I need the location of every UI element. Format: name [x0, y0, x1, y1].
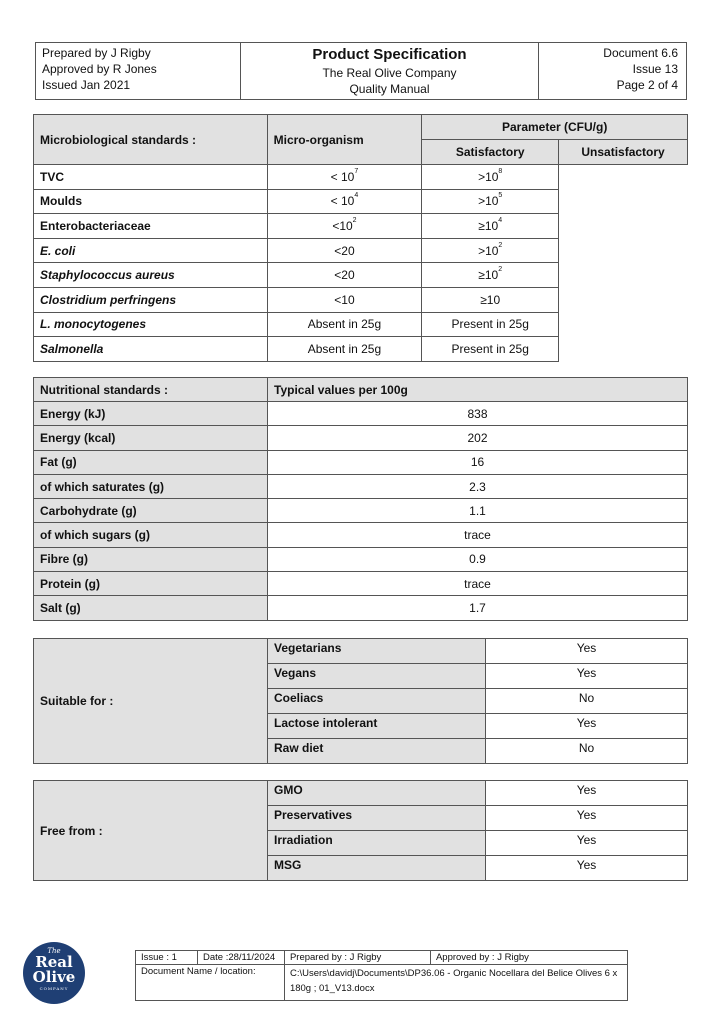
issue-number: Issue 13 [632, 62, 678, 76]
footer-date: Date :28/11/2024 [198, 951, 285, 965]
suitable-row-name: Coeliacs [268, 689, 486, 714]
micro-section-label: Microbiological standards : [34, 115, 268, 165]
nutrient-name: of which sugars (g) [34, 523, 268, 547]
satisfactory-value [267, 189, 422, 214]
suitable-row-name: Lactose intolerant [268, 714, 486, 739]
satisfactory-value [267, 287, 422, 312]
nutrient-name: of which saturates (g) [34, 474, 268, 498]
footer-doc-name-label: Document Name / location: [136, 965, 285, 1001]
satisfactory-text: <20 [334, 268, 355, 283]
unsatisfactory-value [422, 287, 559, 312]
nutrition-section-label: Nutritional standards : [34, 378, 268, 402]
micro-row [34, 312, 688, 337]
suitable-row-name: Raw diet [268, 739, 486, 764]
unsatisfactory-text: >10 [478, 169, 499, 184]
nutrient-name: Fat (g) [34, 450, 268, 474]
micro-organism-name: E. coli [34, 238, 268, 263]
issued-date: Issued Jan 2021 [42, 78, 131, 92]
satisfactory-value [267, 165, 422, 190]
satisfactory-text: <20 [334, 243, 355, 258]
nutrition-row [34, 547, 688, 571]
document-number: Document 6.6 [603, 46, 678, 60]
logo-company: COMPANY [39, 986, 69, 991]
suitable-row-value: No [486, 739, 688, 764]
footer-approved: Approved by : J Rigby [430, 951, 627, 965]
nutrient-value: trace [268, 523, 688, 547]
unsatisfactory-header: Unsatisfactory [559, 140, 688, 165]
free-from-row [34, 781, 688, 806]
micro-organism-name: Enterobacteriaceae [34, 214, 268, 239]
micro-organism-header: Micro-organism [267, 115, 422, 165]
micro-row [34, 263, 688, 288]
free-from-row-value: Yes [486, 806, 688, 831]
nutrient-value: 0.9 [268, 547, 688, 571]
micro-row [34, 189, 688, 214]
logo-the: The [47, 947, 61, 955]
nutrient-name: Carbohydrate (g) [34, 499, 268, 523]
approved-by: Approved by R Jones [42, 62, 157, 76]
nutrition-row [34, 450, 688, 474]
micro-organism-name: TVC [34, 165, 268, 190]
unsatisfactory-exponent: 4 [498, 216, 503, 224]
suitable-row-name: Vegetarians [268, 639, 486, 664]
suitable-row-name: Vegans [268, 664, 486, 689]
unsatisfactory-value [422, 312, 559, 337]
suitable-row-value: Yes [486, 664, 688, 689]
satisfactory-exponent: 4 [354, 192, 359, 200]
satisfactory-text: < 10 [330, 169, 355, 184]
micro-row [34, 287, 688, 312]
suitable-section-label: Suitable for : [34, 639, 268, 764]
nutrition-row [34, 523, 688, 547]
header-right-cell [539, 43, 687, 100]
free-from-row-name: GMO [268, 781, 486, 806]
micro-row [34, 165, 688, 190]
logo-real: Real [35, 953, 73, 971]
suitable-row-value: Yes [486, 639, 688, 664]
satisfactory-value [267, 238, 422, 263]
logo-olive: Olive [32, 968, 76, 986]
satisfactory-value [267, 337, 422, 362]
satisfactory-exponent: 7 [354, 167, 359, 175]
document-title: Product Specification [312, 46, 467, 63]
free-from-row-value: Yes [486, 856, 688, 881]
unsatisfactory-text: >10 [478, 194, 499, 209]
free-from-row-name: Irradiation [268, 831, 486, 856]
suitable-row [34, 639, 688, 664]
free-from-row-value: Yes [486, 781, 688, 806]
unsatisfactory-exponent: 5 [498, 192, 503, 200]
prepared-by: Prepared by J Rigby [42, 46, 151, 60]
micro-organism-name: Clostridium perfringens [34, 287, 268, 312]
satisfactory-text: Absent in 25g [307, 317, 382, 332]
nutrient-name: Energy (kcal) [34, 426, 268, 450]
microbiological-table [33, 114, 688, 362]
satisfactory-value [267, 312, 422, 337]
suitable-row-value: Yes [486, 714, 688, 739]
free-from-row-name: MSG [268, 856, 486, 881]
manual-name: Quality Manual [349, 82, 430, 96]
unsatisfactory-value [422, 263, 559, 288]
satisfactory-text: Absent in 25g [307, 341, 382, 356]
unsatisfactory-value [422, 189, 559, 214]
unsatisfactory-exponent: 8 [498, 167, 503, 175]
unsatisfactory-exponent: 2 [498, 241, 503, 249]
footer-prepared: Prepared by : J Rigby [284, 951, 430, 965]
unsatisfactory-text: Present in 25g [451, 341, 529, 356]
satisfactory-header: Satisfactory [422, 140, 559, 165]
satisfactory-text: <10 [334, 292, 355, 307]
footer-issue: Issue : 1 [136, 951, 198, 965]
footer-doc-path: C:\Users\davidj\Documents\DP36.06 - Organic Nocellara del Belice Olives 6 x 180g ; 01_V13.docx [284, 965, 627, 1001]
page-number: Page 2 of 4 [616, 78, 678, 92]
nutrient-value: 202 [268, 426, 688, 450]
nutrition-row [34, 426, 688, 450]
company-name: The Real Olive Company [322, 66, 457, 80]
real-olive-logo [23, 942, 85, 1004]
unsatisfactory-value [422, 214, 559, 239]
typical-values-heading: Typical values per 100g [268, 378, 688, 402]
nutrition-table [33, 377, 688, 621]
unsatisfactory-text: ≥10 [480, 292, 501, 307]
unsatisfactory-text: Present in 25g [451, 317, 529, 332]
nutrient-name: Salt (g) [34, 596, 268, 620]
unsatisfactory-text: ≥10 [478, 268, 499, 283]
parameter-header: Parameter (CFU/g) [422, 115, 688, 140]
satisfactory-text: <10 [332, 218, 353, 233]
nutrient-value: trace [268, 572, 688, 596]
micro-organism-name: Moulds [34, 189, 268, 214]
nutrient-value: 16 [268, 450, 688, 474]
satisfactory-exponent: 2 [352, 216, 357, 224]
satisfactory-value [267, 263, 422, 288]
nutrient-name: Energy (kJ) [34, 402, 268, 426]
micro-row [34, 214, 688, 239]
nutrient-name: Protein (g) [34, 572, 268, 596]
unsatisfactory-exponent: 2 [498, 266, 503, 274]
satisfactory-value [267, 214, 422, 239]
micro-organism-name: Salmonella [34, 337, 268, 362]
nutrient-value: 838 [268, 402, 688, 426]
unsatisfactory-value [422, 238, 559, 263]
micro-row [34, 238, 688, 263]
nutrient-value: 2.3 [268, 474, 688, 498]
nutrient-value: 1.7 [268, 596, 688, 620]
nutrition-row [34, 596, 688, 620]
free-from-table [33, 780, 688, 881]
unsatisfactory-text: ≥10 [478, 218, 499, 233]
nutrition-row [34, 402, 688, 426]
unsatisfactory-value [422, 165, 559, 190]
nutrition-row [34, 499, 688, 523]
nutrient-value: 1.1 [268, 499, 688, 523]
header-left-cell [36, 43, 241, 100]
satisfactory-text: < 10 [330, 194, 355, 209]
suitable-row-value: No [486, 689, 688, 714]
free-from-section-label: Free from : [34, 781, 268, 881]
unsatisfactory-text: >10 [478, 243, 499, 258]
micro-row [34, 337, 688, 362]
nutrient-name: Fibre (g) [34, 547, 268, 571]
free-from-row-name: Preservatives [268, 806, 486, 831]
nutrition-row [34, 572, 688, 596]
header-center-cell [241, 43, 539, 100]
suitable-table [33, 638, 688, 764]
free-from-row-value: Yes [486, 831, 688, 856]
nutrition-row [34, 474, 688, 498]
document-footer [135, 950, 628, 1001]
unsatisfactory-value [422, 337, 559, 362]
document-header [35, 42, 687, 100]
micro-organism-name: Staphylococcus aureus [34, 263, 268, 288]
micro-organism-name: L. monocytogenes [34, 312, 268, 337]
